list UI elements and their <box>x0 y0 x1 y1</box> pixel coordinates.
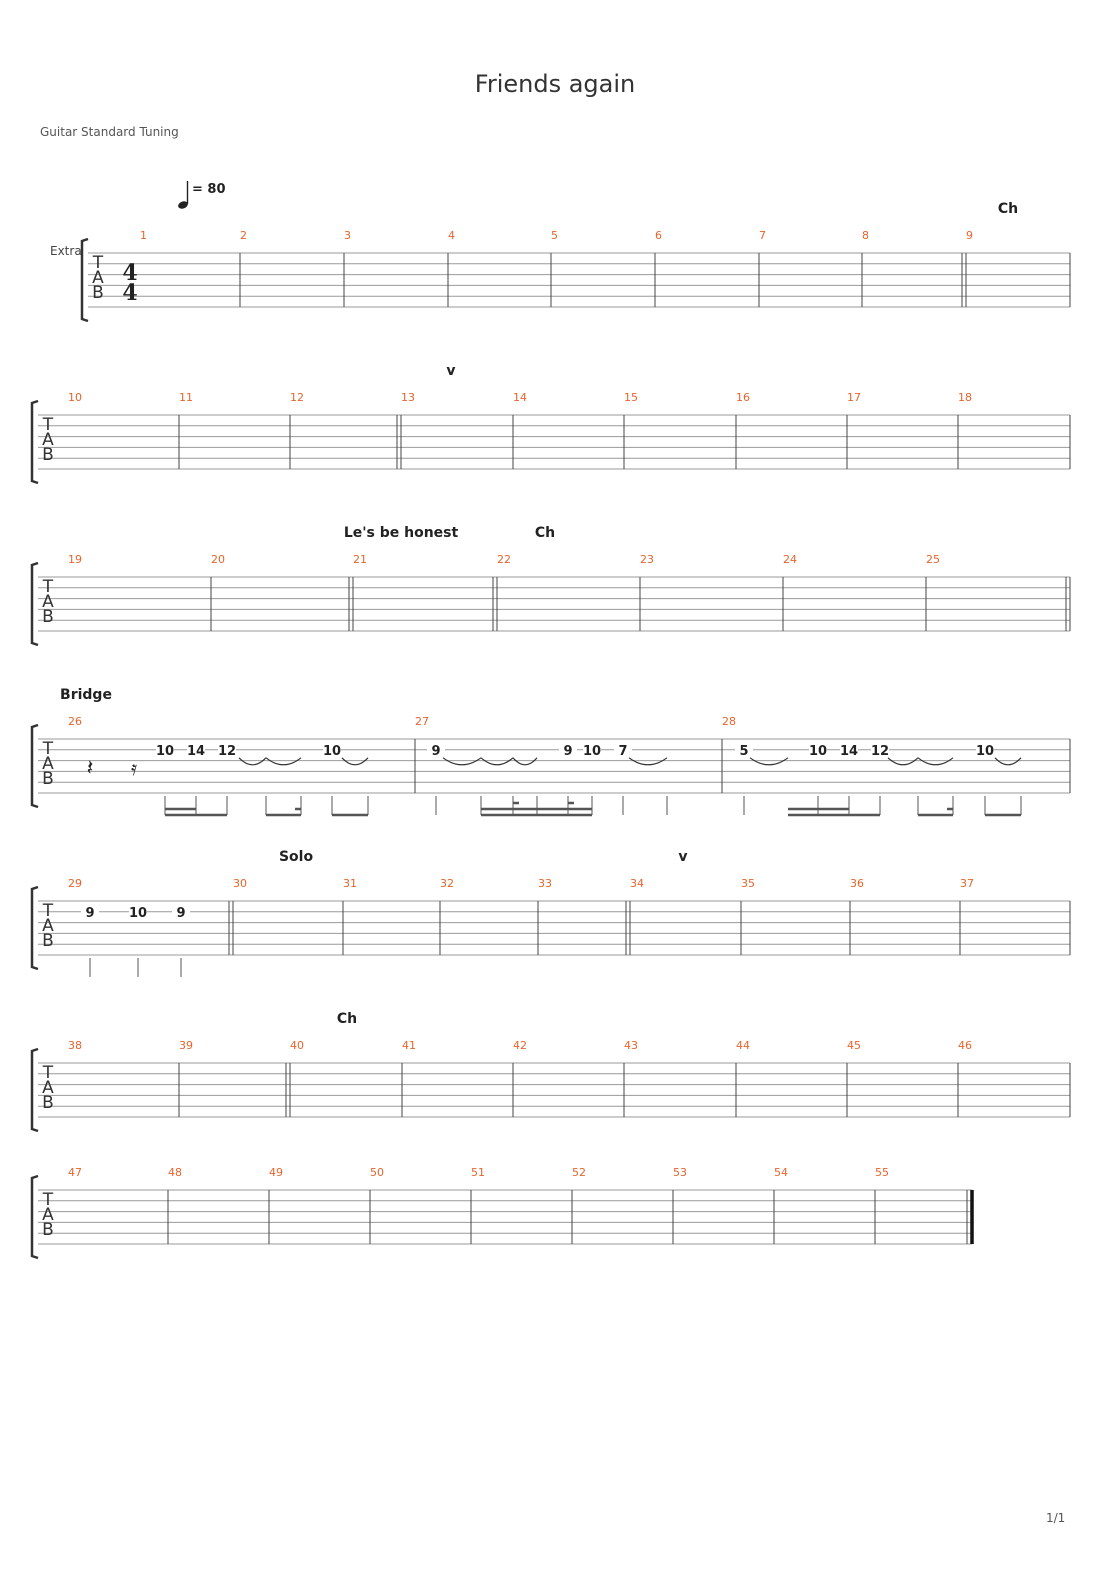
section-label: Ch <box>534 525 556 541</box>
fret-number: 12 <box>217 743 237 759</box>
measure-number: 46 <box>958 1039 972 1052</box>
tab-clef-letter: T <box>42 1063 54 1083</box>
tie-arc <box>629 758 667 765</box>
measure-number: 14 <box>513 391 527 404</box>
fret-number: 9 <box>431 743 441 759</box>
system-bracket <box>32 563 38 645</box>
tab-clef-letter: B <box>42 769 54 789</box>
measure-number: 15 <box>624 391 638 404</box>
fret-number: 10 <box>808 743 828 759</box>
measure-number: 51 <box>471 1166 485 1179</box>
tie-arc <box>918 758 953 765</box>
track-label: Extra <box>50 244 82 258</box>
measure-number: 50 <box>370 1166 384 1179</box>
fret-number: 10 <box>975 743 995 759</box>
tab-clef-letter: T <box>42 739 54 759</box>
measure-number: 17 <box>847 391 861 404</box>
tab-clef-letter: B <box>42 1220 54 1240</box>
tie-arc <box>513 758 537 765</box>
fret-number: 10 <box>582 743 602 759</box>
measure-number: 7 <box>759 229 766 242</box>
tab-clef-letter: A <box>42 1078 54 1098</box>
tab-clef-letter: T <box>42 415 54 435</box>
measure-number: 25 <box>926 553 940 566</box>
section-label: Le's be honest <box>343 525 459 541</box>
fret-number: 9 <box>176 905 186 921</box>
fret-number: 12 <box>870 743 890 759</box>
measure-number: 34 <box>630 877 644 890</box>
tie-arc <box>481 758 513 765</box>
measure-number: 53 <box>673 1166 687 1179</box>
tab-clef-letter: B <box>92 283 104 303</box>
measure-number: 30 <box>233 877 247 890</box>
system-bracket <box>32 1176 38 1258</box>
measure-number: 19 <box>68 553 82 566</box>
measure-number: 39 <box>179 1039 193 1052</box>
measure-number: 26 <box>68 715 82 728</box>
tuning-label: Guitar Standard Tuning <box>40 125 179 139</box>
tab-clef-letter: T <box>42 901 54 921</box>
time-signature-numerator: 4 <box>122 260 138 286</box>
tie-arc <box>342 758 368 765</box>
measure-number: 33 <box>538 877 552 890</box>
measure-number: 4 <box>448 229 455 242</box>
time-signature-denominator: 4 <box>122 280 138 306</box>
tie-arc <box>239 758 266 765</box>
measure-number: 24 <box>783 553 797 566</box>
fret-number: 14 <box>839 743 859 759</box>
fret-number: 10 <box>322 743 342 759</box>
section-label: v <box>446 363 456 379</box>
measure-number: 29 <box>68 877 82 890</box>
system-bracket <box>32 887 38 969</box>
page-number: 1/1 <box>1046 1511 1066 1525</box>
system-bracket <box>82 239 88 321</box>
score-title: Friends again <box>474 70 636 98</box>
measure-number: 31 <box>343 877 357 890</box>
tab-clef-letter: A <box>42 430 54 450</box>
tab-clef-letter: A <box>42 754 54 774</box>
measure-number: 27 <box>415 715 429 728</box>
measure-number: 13 <box>401 391 415 404</box>
section-label: Solo <box>278 849 314 865</box>
fret-number: 10 <box>155 743 175 759</box>
sixteenth-rest-icon: 𝄿 <box>130 756 138 780</box>
measure-number: 5 <box>551 229 558 242</box>
tie-arc <box>266 758 301 765</box>
system-bracket <box>32 1049 38 1131</box>
tie-arc <box>888 758 918 765</box>
measure-number: 54 <box>774 1166 788 1179</box>
tab-clef-letter: A <box>42 592 54 612</box>
fret-number: 9 <box>85 905 95 921</box>
measure-number: 6 <box>655 229 662 242</box>
measure-number: 38 <box>68 1039 82 1052</box>
measure-number: 22 <box>497 553 511 566</box>
tab-clef-letter: B <box>42 607 54 627</box>
tempo-marking: = 80 <box>192 182 226 197</box>
tab-clef-letter: T <box>42 577 54 597</box>
measure-number: 8 <box>862 229 869 242</box>
measure-number: 42 <box>513 1039 527 1052</box>
measure-number: 12 <box>290 391 304 404</box>
section-label: Bridge <box>60 687 112 703</box>
measure-number: 9 <box>966 229 973 242</box>
measure-number: 21 <box>353 553 367 566</box>
fret-number: 5 <box>739 743 749 759</box>
measure-number: 37 <box>960 877 974 890</box>
measure-number: 49 <box>269 1166 283 1179</box>
measure-number: 32 <box>440 877 454 890</box>
system-bracket <box>32 401 38 483</box>
fret-number: 9 <box>563 743 573 759</box>
tab-clef-letter: A <box>92 268 104 288</box>
measure-number: 28 <box>722 715 736 728</box>
measure-number: 47 <box>68 1166 82 1179</box>
tab-clef-letter: B <box>42 445 54 465</box>
section-label: Ch <box>997 201 1019 217</box>
tab-clef-letter: A <box>42 916 54 936</box>
tie-arc <box>995 758 1021 765</box>
measure-number: 41 <box>402 1039 416 1052</box>
fret-number: 14 <box>186 743 206 759</box>
fret-number: 7 <box>618 743 628 759</box>
measure-number: 44 <box>736 1039 750 1052</box>
system-bracket <box>32 725 38 807</box>
measure-number: 18 <box>958 391 972 404</box>
measure-number: 11 <box>179 391 193 404</box>
tab-clef-letter: B <box>42 931 54 951</box>
measure-number: 35 <box>741 877 755 890</box>
section-label: v <box>678 849 688 865</box>
measure-number: 10 <box>68 391 82 404</box>
fret-number: 10 <box>128 905 148 921</box>
measure-number: 45 <box>847 1039 861 1052</box>
measure-number: 43 <box>624 1039 638 1052</box>
measure-number: 52 <box>572 1166 586 1179</box>
tie-arc <box>750 758 788 765</box>
tab-clef-letter: T <box>92 253 104 273</box>
measure-number: 36 <box>850 877 864 890</box>
section-label: Ch <box>336 1011 358 1027</box>
tab-clef-letter: A <box>42 1205 54 1225</box>
quarter-rest-icon: 𝄽 <box>86 756 94 781</box>
measure-number: 40 <box>290 1039 304 1052</box>
tie-arc <box>443 758 481 765</box>
measure-number: 48 <box>168 1166 182 1179</box>
measure-number: 20 <box>211 553 225 566</box>
measure-number: 3 <box>344 229 351 242</box>
tab-clef-letter: B <box>42 1093 54 1113</box>
tab-clef-letter: T <box>42 1190 54 1210</box>
measure-number: 2 <box>240 229 247 242</box>
measure-number: 55 <box>875 1166 889 1179</box>
measure-number: 23 <box>640 553 654 566</box>
measure-number: 1 <box>140 229 147 242</box>
measure-number: 16 <box>736 391 750 404</box>
